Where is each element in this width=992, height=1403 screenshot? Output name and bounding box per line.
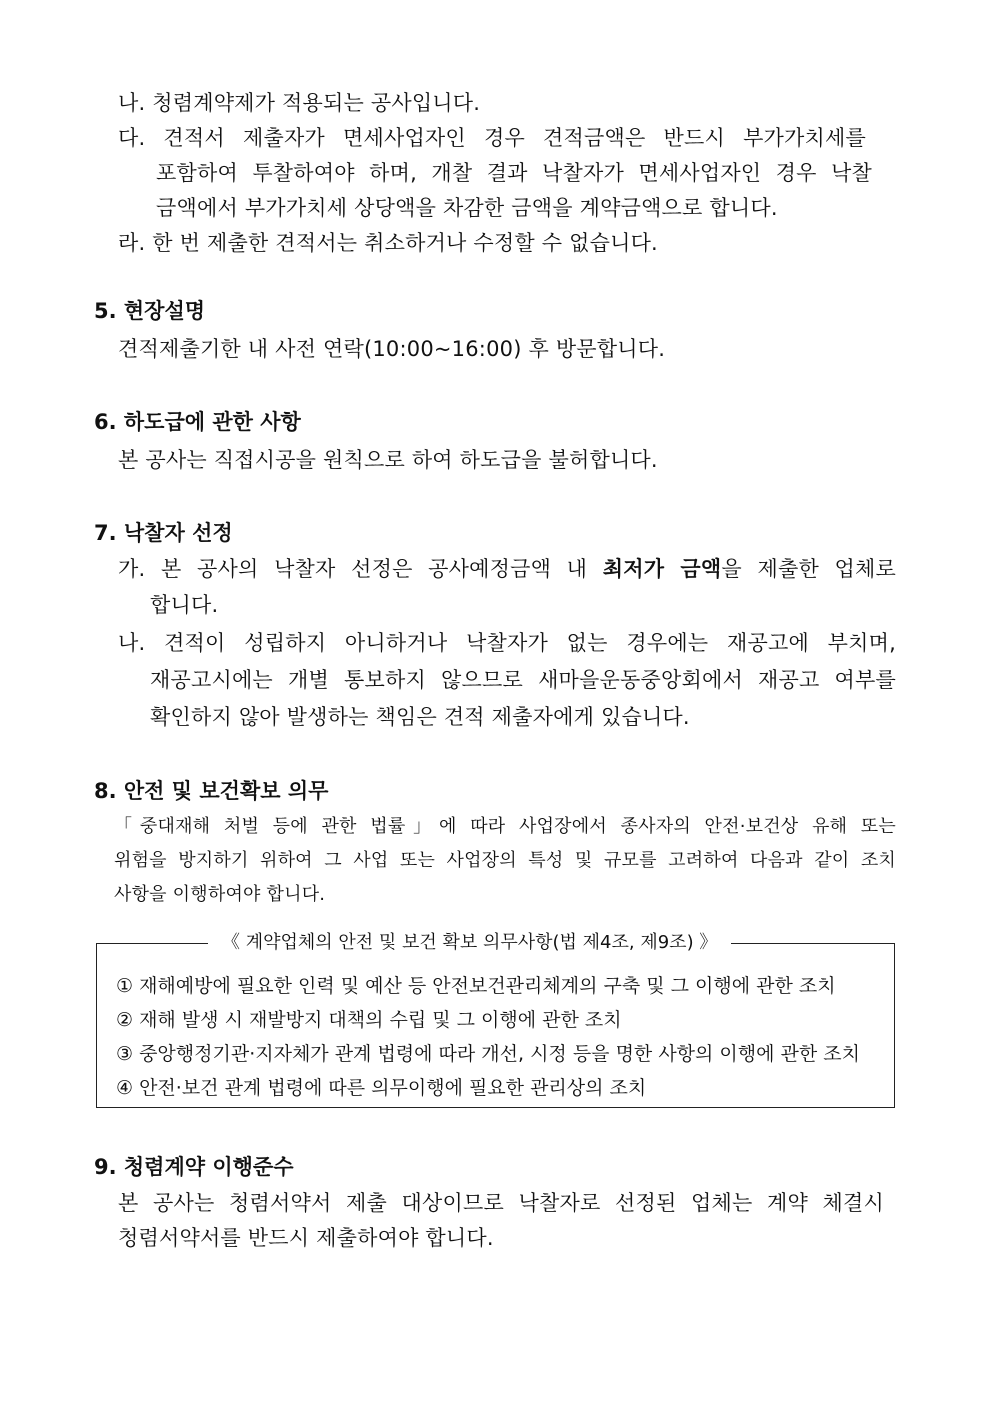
section-8-body-line1: 「중대재해 처벌 등에 관한 법률」에 따라 사업장에서 종사자의 안전·보건상 유해 또는 (114, 816, 896, 837)
section-6-title: 6. 하도급에 관한 사항 (94, 410, 301, 434)
item-ra: 라. 한 번 제출한 견적서는 취소하거나 수정할 수 없습니다. (118, 231, 658, 255)
section-6-body: 본 공사는 직접시공을 원칙으로 하여 하도급을 불허합니다. (118, 448, 658, 472)
section-7-item-na-line1: 나. 견적이 성립하지 아니하거나 낙찰자가 없는 경우에는 재공고에 부치며, (118, 631, 896, 655)
ga-text-post: 을 제출한 업체로 (721, 557, 896, 581)
section-8-body-line3: 사항을 이행하여야 합니다. (114, 884, 326, 905)
item-da-line2: 포함하여 투찰하여야 하며, 개찰 결과 낙찰자가 면세사업자인 경우 낙찰 (156, 161, 872, 185)
ga-text-pre: 가. 본 공사의 낙찰자 선정은 공사예정금액 내 (118, 557, 603, 581)
section-9-title: 9. 청렴계약 이행준수 (94, 1155, 294, 1179)
obligation-item: ③ 중앙행정기관·지자체가 관계 법령에 따라 개선, 시정 등을 명한 사항의 이행에 관한 조치 (116, 1043, 860, 1065)
obligation-item: ① 재해예방에 필요한 인력 및 예산 등 안전보건관리체계의 구축 및 그 이행에 관한 조치 (116, 975, 836, 997)
obligation-item: ④ 안전·보건 관계 법령에 따른 의무이행에 필요한 관리상의 조치 (116, 1077, 647, 1099)
section-7-item-ga-line2: 합니다. (150, 593, 219, 617)
section-9-body-line2: 청렴서약서를 반드시 제출하여야 합니다. (118, 1226, 494, 1250)
section-5-body: 견적제출기한 내 사전 연락(10:00~16:00) 후 방문합니다. (118, 337, 666, 361)
section-7-title: 7. 낙찰자 선정 (94, 521, 233, 545)
obligation-item: ② 재해 발생 시 재발방지 대책의 수립 및 그 이행에 관한 조치 (116, 1009, 622, 1031)
section-7-item-na-line2: 재공고시에는 개별 통보하지 않으므로 새마을운동중앙회에서 재공고 여부를 (150, 668, 896, 692)
item-da-line3: 금액에서 부가가치세 상당액을 차감한 금액을 계약금액으로 합니다. (156, 196, 778, 220)
section-7-item-ga-line1 (118, 554, 896, 584)
item-na: 나. 청렴계약제가 적용되는 공사입니다. (118, 91, 481, 115)
section-9-body-line1: 본 공사는 청렴서약서 제출 대상이므로 낙찰자로 선정된 업체는 계약 체결시 (118, 1191, 884, 1215)
ga-text-bold: 최저가 금액 (602, 557, 722, 581)
section-7-item-na-line3: 확인하지 않아 발생하는 책임은 견적 제출자에게 있습니다. (150, 705, 690, 729)
item-da-line1: 다. 견적서 제출자가 면세사업자인 경우 견적금액은 반드시 부가가치세를 (118, 126, 866, 150)
section-8-title: 8. 안전 및 보건확보 의무 (94, 779, 329, 803)
section-8-body-line2: 위험을 방지하기 위하여 그 사업 또는 사업장의 특성 및 규모를 고려하여 다음과 같이 조치 (114, 850, 896, 871)
obligations-box-title: 《 계약업체의 안전 및 보건 확보 의무사항(법 제4조, 제9조) 》 (208, 930, 731, 956)
section-5-title: 5. 현장설명 (94, 299, 206, 323)
